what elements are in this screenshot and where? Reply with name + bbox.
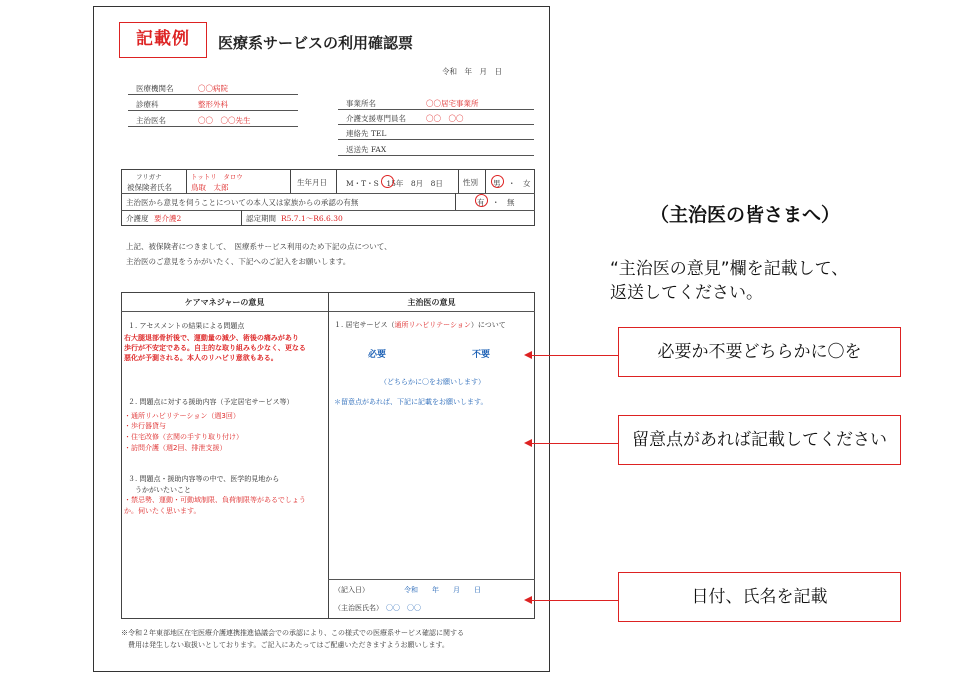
arrow-line [530, 443, 618, 444]
divider [121, 193, 535, 194]
info-label: 返送先 FAX [346, 145, 387, 154]
birth-label: 生年月日 [297, 178, 327, 187]
info-value: 整形外科 [198, 100, 228, 109]
document-title: 医療系サービスの利用確認票 [218, 34, 414, 52]
divider [328, 292, 329, 619]
example-stamp: 記載例 [119, 22, 207, 58]
arrow-left-icon [524, 596, 532, 604]
footer-note: 費用は発生しない取扱いとしております。ご記入にあたってはご配慮いただきますようお願いします。 [121, 641, 449, 649]
divider [338, 155, 534, 156]
section-line: ・訪問介護（週2回、排泄支援） [124, 444, 227, 452]
panel-heading: （主治医の皆さまへ） [650, 204, 841, 226]
date-field[interactable]: 令和 年 月 日 [404, 586, 481, 594]
doctor-header: 主治医の意見 [407, 298, 456, 307]
intro-line: 主治医のご意見をうかがいたく、下記へのご記入をお願いします。 [126, 257, 351, 266]
divider [338, 124, 534, 125]
callout-remarks: 留意点があれば記載してください [618, 415, 901, 465]
section-line: 右大腿退部骨折後で、運動量の減少、術後の痛みがあり [124, 334, 299, 342]
info-value: 〇〇居宅事業所 [426, 99, 479, 108]
divider [290, 169, 291, 193]
section-heading: うかがいたいこと [128, 486, 191, 494]
section-line: ・通所リハビリテーション（週3回） [124, 412, 240, 420]
arrow-left-icon [524, 439, 532, 447]
info-label: 連絡先 TEL [346, 129, 387, 138]
need-option[interactable]: 必要 [368, 350, 387, 360]
section-line: ・歩行器貸与 [124, 422, 166, 430]
callout-date-name: 日付、氏名を記載 [618, 572, 901, 622]
divider [128, 110, 298, 111]
divider [241, 210, 242, 226]
divider [128, 126, 298, 127]
circle-mark [381, 175, 394, 188]
no-need-option[interactable]: 不要 [472, 350, 491, 360]
insured-name-value: 鳥取 太郎 [191, 183, 229, 192]
info-label: 診療科 [136, 100, 159, 109]
doctor-name-field[interactable]: 〇〇 〇〇 [386, 604, 421, 612]
divider [328, 579, 535, 580]
service-question [334, 321, 506, 331]
section-line: 歩行が不安定である。自主的な取り組みも少なく、更なる [124, 344, 306, 352]
furigana-value: トットリ タロウ [191, 173, 243, 181]
section-line: か。伺いたく思います。 [124, 507, 201, 515]
footer-note: ※令和２年東部地区在宅医療介護連携推進協議会での承認により、この様式での医療系サービス確認に関する [121, 629, 464, 637]
section-line: ・住宅改修（玄関の手すり取り付け） [124, 433, 243, 441]
info-label: 事業所名 [346, 99, 376, 108]
divider [121, 210, 535, 211]
consent-text: 主治医から意見を伺うことについての本人又は家族からの承認の有無 [126, 198, 359, 207]
divider [336, 169, 337, 193]
doctor-name-label: （主治医氏名） [334, 604, 383, 612]
service-prefix: １. 居宅サービス（ [334, 321, 395, 329]
sex-label: 性別 [463, 178, 478, 187]
care-manager-header: ケアマネジャーの意見 [184, 298, 265, 307]
info-label: 医療機関名 [136, 84, 174, 93]
date-line: 令和 年 月 日 [442, 67, 502, 76]
info-value: 〇〇 〇〇先生 [198, 116, 251, 125]
care-level-label: 介護度 [126, 214, 149, 223]
insured-name-label: 被保険者氏名 [127, 183, 172, 192]
cert-period-value: R5.7.1〜R6.6.30 [281, 214, 343, 223]
divider [338, 109, 534, 110]
sex-value: 男 ・ 女 [493, 179, 531, 188]
divider [485, 169, 486, 193]
section-heading: ３. 問題点・援助内容等の中で、医学的見地から [128, 475, 280, 483]
info-label: 介護支援専門員名 [346, 114, 406, 123]
divider [455, 193, 456, 210]
circle-mark [475, 194, 488, 207]
section-line: 悪化が予測される。本人のリハビリ意欲もある。 [124, 354, 278, 362]
consent-value: 有 ・ 無 [477, 198, 515, 207]
service-suffix: ）について [470, 321, 506, 329]
care-level-value: 要介護2 [154, 214, 182, 223]
cert-period-label: 認定期間 [246, 214, 276, 223]
birth-value: M・T・S 15年 8月 8日 [346, 179, 443, 188]
arrow-left-icon [524, 351, 532, 359]
circle-instruction: （どちらかに〇をお願いします） [380, 378, 485, 386]
divider [458, 169, 459, 193]
callout-need: 必要か不要どちらかに〇を [618, 327, 901, 377]
divider [128, 94, 298, 95]
remarks-instruction: ＊留意点があれば、下記に記載をお願いします。 [334, 398, 488, 406]
service-name: 通所リハビリテーション [394, 321, 471, 329]
instruction-line: 返送してください。 [610, 283, 763, 303]
circle-mark [491, 175, 504, 188]
date-label: （記入日） [334, 586, 369, 594]
divider [338, 139, 534, 140]
info-value: 〇〇病院 [198, 84, 228, 93]
arrow-line [530, 600, 618, 601]
furigana-label: フリガナ [136, 173, 162, 181]
arrow-line [530, 355, 618, 356]
divider [186, 169, 187, 193]
section-line: ・禁忌勢、運動・可動域制限、負荷制限等があるでしょう [124, 496, 306, 504]
section-heading: ２. 問題点に対する援助内容（予定居宅サービス等） [128, 398, 294, 406]
instruction-line: “主治医の意見”欄を記載して、 [610, 259, 849, 279]
info-value: 〇〇 〇〇 [426, 114, 464, 123]
intro-line: 上記、被保険者につきまして、 医療系サービス利用のため下記の点について、 [126, 242, 392, 251]
section-heading: １. アセスメントの結果による問題点 [128, 322, 245, 330]
info-label: 主治医名 [136, 116, 166, 125]
